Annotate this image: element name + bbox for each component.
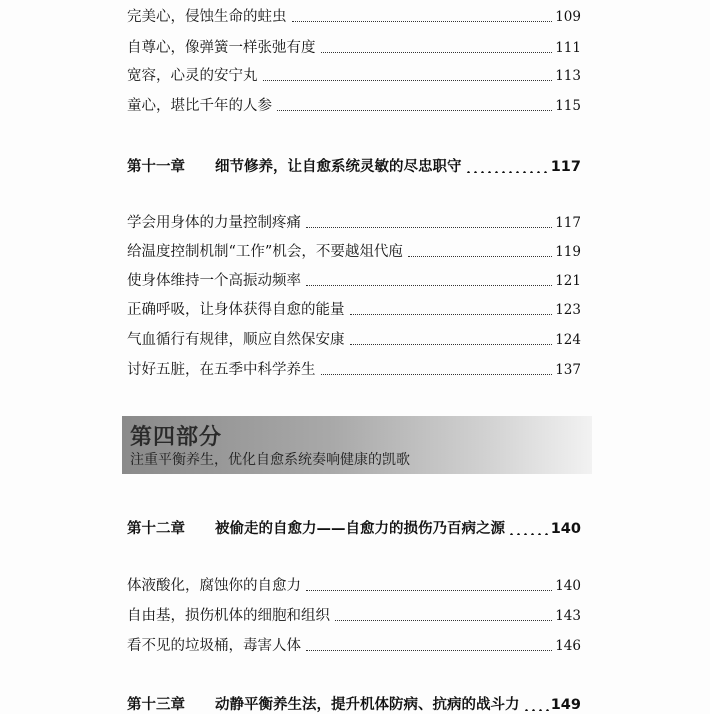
entry-title: 讨好五脏，在五季中科学养生 — [127, 362, 316, 378]
leader-dots — [263, 79, 553, 81]
leader-dots — [408, 255, 552, 257]
chapter-title: 被偷走的自愈力——自愈力的损伤乃百病之源 — [215, 521, 505, 537]
leader-dots — [306, 284, 552, 286]
entry-page: 113 — [555, 68, 581, 84]
chapter-number: 第十二章 — [127, 521, 185, 537]
leader-dots — [321, 373, 553, 375]
chapter-heading[interactable] — [127, 688, 581, 714]
entry-title: 自尊心，像弹簧一样张弛有度 — [127, 40, 316, 56]
entry-page: 137 — [555, 362, 581, 378]
entry-page: 146 — [555, 638, 581, 654]
chapter-title: 细节修养，让自愈系统灵敏的尽忠职守 — [215, 159, 462, 175]
entry-page: 115 — [555, 98, 581, 114]
leader-dots — [350, 343, 553, 345]
toc-entry[interactable] — [127, 33, 581, 57]
toc-entry[interactable] — [127, 208, 581, 232]
chapter-title: 动静平衡养生法，提升机体防病、抗病的战斗力 — [215, 697, 520, 713]
toc-entry[interactable] — [127, 571, 581, 595]
leader-dots — [306, 226, 552, 228]
leader-dots — [277, 109, 552, 111]
toc-entry[interactable] — [127, 237, 581, 261]
toc-entry[interactable] — [127, 91, 581, 115]
entry-title: 气血循行有规律，顺应自然保安康 — [127, 332, 345, 348]
chapter-heading[interactable] — [127, 150, 581, 176]
entry-title: 给温度控制机制“工作”机会，不要越俎代庖 — [127, 244, 403, 260]
leader-dots — [321, 51, 553, 53]
entry-page: 119 — [555, 244, 581, 260]
entry-page: 109 — [555, 9, 581, 25]
part-banner[interactable] — [122, 416, 592, 474]
leader-dots — [350, 313, 553, 315]
toc-entry[interactable] — [127, 295, 581, 319]
entry-page: 143 — [555, 608, 581, 624]
chapter-page: 117 — [550, 159, 581, 175]
chapter-number: 第十三章 — [127, 697, 185, 713]
entry-title: 自由基，损伤机体的细胞和组织 — [127, 608, 330, 624]
toc-entry[interactable] — [127, 355, 581, 379]
entry-title: 正确呼吸，让身体获得自愈的能量 — [127, 302, 345, 318]
leader-dots — [306, 589, 552, 591]
chapter-heading[interactable] — [127, 512, 581, 538]
leader-dots — [523, 709, 549, 711]
leader-dots — [292, 20, 553, 22]
leader-dots — [306, 649, 552, 651]
chapter-number: 第十一章 — [127, 159, 185, 175]
entry-page: 111 — [555, 40, 581, 56]
toc-entry[interactable] — [127, 631, 581, 655]
leader-dots — [335, 619, 552, 621]
entry-page: 140 — [555, 578, 581, 594]
leader-dots — [465, 171, 549, 173]
entry-page: 124 — [555, 332, 581, 348]
part-title: 第四部分 — [130, 425, 223, 450]
entry-title: 学会用身体的力量控制疼痛 — [127, 215, 301, 231]
toc-entry[interactable] — [127, 601, 581, 625]
leader-dots — [508, 533, 549, 535]
toc-entry[interactable] — [127, 266, 581, 290]
chapter-page: 149 — [550, 697, 581, 713]
part-subtitle: 注重平衡养生，优化自愈系统奏响健康的凯歌 — [130, 452, 410, 468]
toc-entry[interactable] — [127, 325, 581, 349]
chapter-page: 140 — [550, 521, 581, 537]
entry-page: 117 — [555, 215, 581, 231]
entry-title: 宽容，心灵的安宁丸 — [127, 68, 258, 84]
entry-title: 看不见的垃圾桶，毒害人体 — [127, 638, 301, 654]
entry-title: 体液酸化，腐蚀你的自愈力 — [127, 578, 301, 594]
entry-title: 使身体维持一个高振动频率 — [127, 273, 301, 289]
entry-page: 123 — [555, 302, 581, 318]
entry-title: 童心，堪比千年的人参 — [127, 98, 272, 114]
toc-entry[interactable] — [127, 61, 581, 85]
entry-title: 完美心，侵蚀生命的蛀虫 — [127, 9, 287, 25]
entry-page: 121 — [555, 273, 581, 289]
toc-entry[interactable] — [127, 2, 581, 26]
